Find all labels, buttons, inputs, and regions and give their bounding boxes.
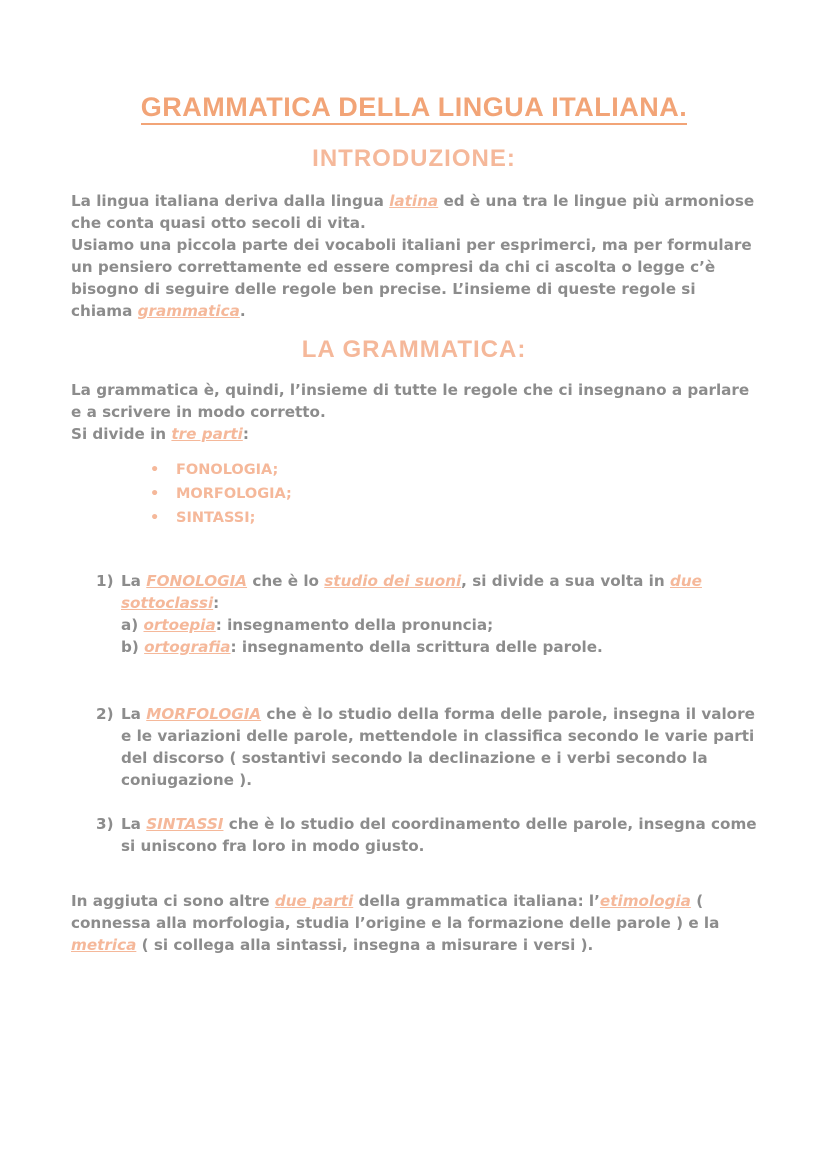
highlight-morfologia: MORFOLOGIA	[146, 705, 262, 723]
intro-line-6	[71, 300, 771, 322]
item-body	[121, 813, 776, 857]
text: : insegnamento della scrittura delle parole.	[230, 638, 603, 656]
text: .	[239, 302, 246, 320]
highlight-due: due	[669, 572, 702, 590]
highlight-metrica: metrica	[71, 936, 137, 954]
highlight-studio-dei-suoni: studio dei suoni	[324, 572, 462, 590]
grammatica-paragraph	[71, 379, 771, 445]
highlight-grammatica: grammatica	[137, 302, 240, 320]
item-number: 3)	[96, 815, 114, 833]
parts-list	[150, 458, 292, 530]
highlight-ortoepia: ortoepia	[143, 616, 216, 634]
closing-line-1	[71, 890, 771, 912]
list-item-morfologia: • MORFOLOGIA;	[150, 482, 292, 506]
intro-line-1	[71, 190, 771, 212]
grammatica-line-2: e a scrivere in modo corretto.	[71, 403, 326, 421]
closing-line-3	[71, 934, 771, 956]
item1-line-2	[121, 592, 776, 614]
text: Si divide in	[71, 425, 172, 443]
text: La	[121, 705, 147, 723]
text: : insegnamento della pronuncia;	[215, 616, 494, 634]
item-sintassi	[96, 813, 776, 857]
item1-sub-b	[121, 636, 776, 658]
highlight-sintassi: SINTASSI	[146, 815, 224, 833]
intro-paragraph	[71, 190, 771, 322]
highlight-due-parti: due parti	[274, 892, 354, 910]
text: :	[213, 594, 220, 612]
highlight-tre-parti: tre parti	[171, 425, 243, 443]
text: La lingua italiana deriva dalla lingua	[71, 192, 390, 210]
intro-line-2: che conta quasi otto secoli di vita.	[71, 214, 366, 232]
closing-line-2: connessa alla morfologia, studia l’origine e la formazione delle parole ) e la	[71, 914, 720, 932]
text: a)	[121, 616, 144, 634]
page-title	[0, 92, 828, 123]
intro-line-4: un pensiero correttamente ed essere compresi da chi ci ascolta o legge c’è	[71, 258, 716, 276]
text: ( si collega alla sintassi, insegna a misurare i versi ).	[136, 936, 594, 954]
text: b)	[121, 638, 145, 656]
highlight-fonologia: FONOLOGIA	[146, 572, 248, 590]
highlight-ortografia: ortografia	[144, 638, 231, 656]
list-item-sintassi: • SINTASSI;	[150, 506, 292, 530]
text: che è lo	[247, 572, 325, 590]
list-item-fonologia: • FONOLOGIA;	[150, 458, 292, 482]
text: (	[690, 892, 704, 910]
item-number: 1)	[96, 572, 114, 590]
page-title-text: GRAMMATICA DELLA LINGUA ITALIANA.	[141, 92, 687, 125]
text: :	[242, 425, 249, 443]
item2-line-2: e le variazioni delle parole, mettendole in classifica secondo le varie parti	[121, 727, 755, 745]
highlight-etimologia: etimologia	[599, 892, 691, 910]
item3-line-1	[121, 813, 776, 835]
item-body	[121, 703, 776, 791]
intro-line-5: bisogno di seguire delle regole ben precise. L’insieme di queste regole si	[71, 280, 696, 298]
item-morfologia	[96, 703, 776, 791]
text: che è lo studio della forma delle parole, insegna il valore	[261, 705, 755, 723]
text: che è lo studio del coordinamento delle parole, insegna come	[223, 815, 757, 833]
item3-line-2: si uniscono fra loro in modo giusto.	[121, 837, 425, 855]
item2-line-4: coniugazione ).	[121, 771, 252, 789]
grammatica-line-3	[71, 423, 771, 445]
text: ed è una tra le lingue più armoniose	[438, 192, 755, 210]
text: della grammatica italiana: l’	[353, 892, 600, 910]
item-fonologia	[96, 570, 776, 658]
grammatica-heading: LA GRAMMATICA:	[301, 336, 527, 363]
highlight-latina: latina	[389, 192, 439, 210]
item1-sub-a	[121, 614, 776, 636]
closing-paragraph	[71, 890, 771, 956]
highlight-sottoclassi: sottoclassi	[121, 594, 214, 612]
text: chiama	[71, 302, 138, 320]
text: In aggiuta ci sono altre	[71, 892, 275, 910]
item2-line-3: del discorso ( sostantivi secondo la declinazione e i verbi secondo la	[121, 749, 708, 767]
item-number: 2)	[96, 705, 114, 723]
grammatica-line-1: La grammatica è, quindi, l’insieme di tutte le regole che ci insegnano a parlare	[71, 381, 750, 399]
text: La	[121, 572, 147, 590]
item1-line-1	[121, 570, 776, 592]
item-body	[121, 570, 776, 658]
intro-line-3: Usiamo una piccola parte dei vocaboli italiani per esprimerci, ma per formulare	[71, 236, 752, 254]
item2-line-1	[121, 703, 776, 725]
intro-heading: INTRODUZIONE:	[312, 145, 516, 172]
text: , si divide a sua volta in	[461, 572, 670, 590]
text: La	[121, 815, 147, 833]
